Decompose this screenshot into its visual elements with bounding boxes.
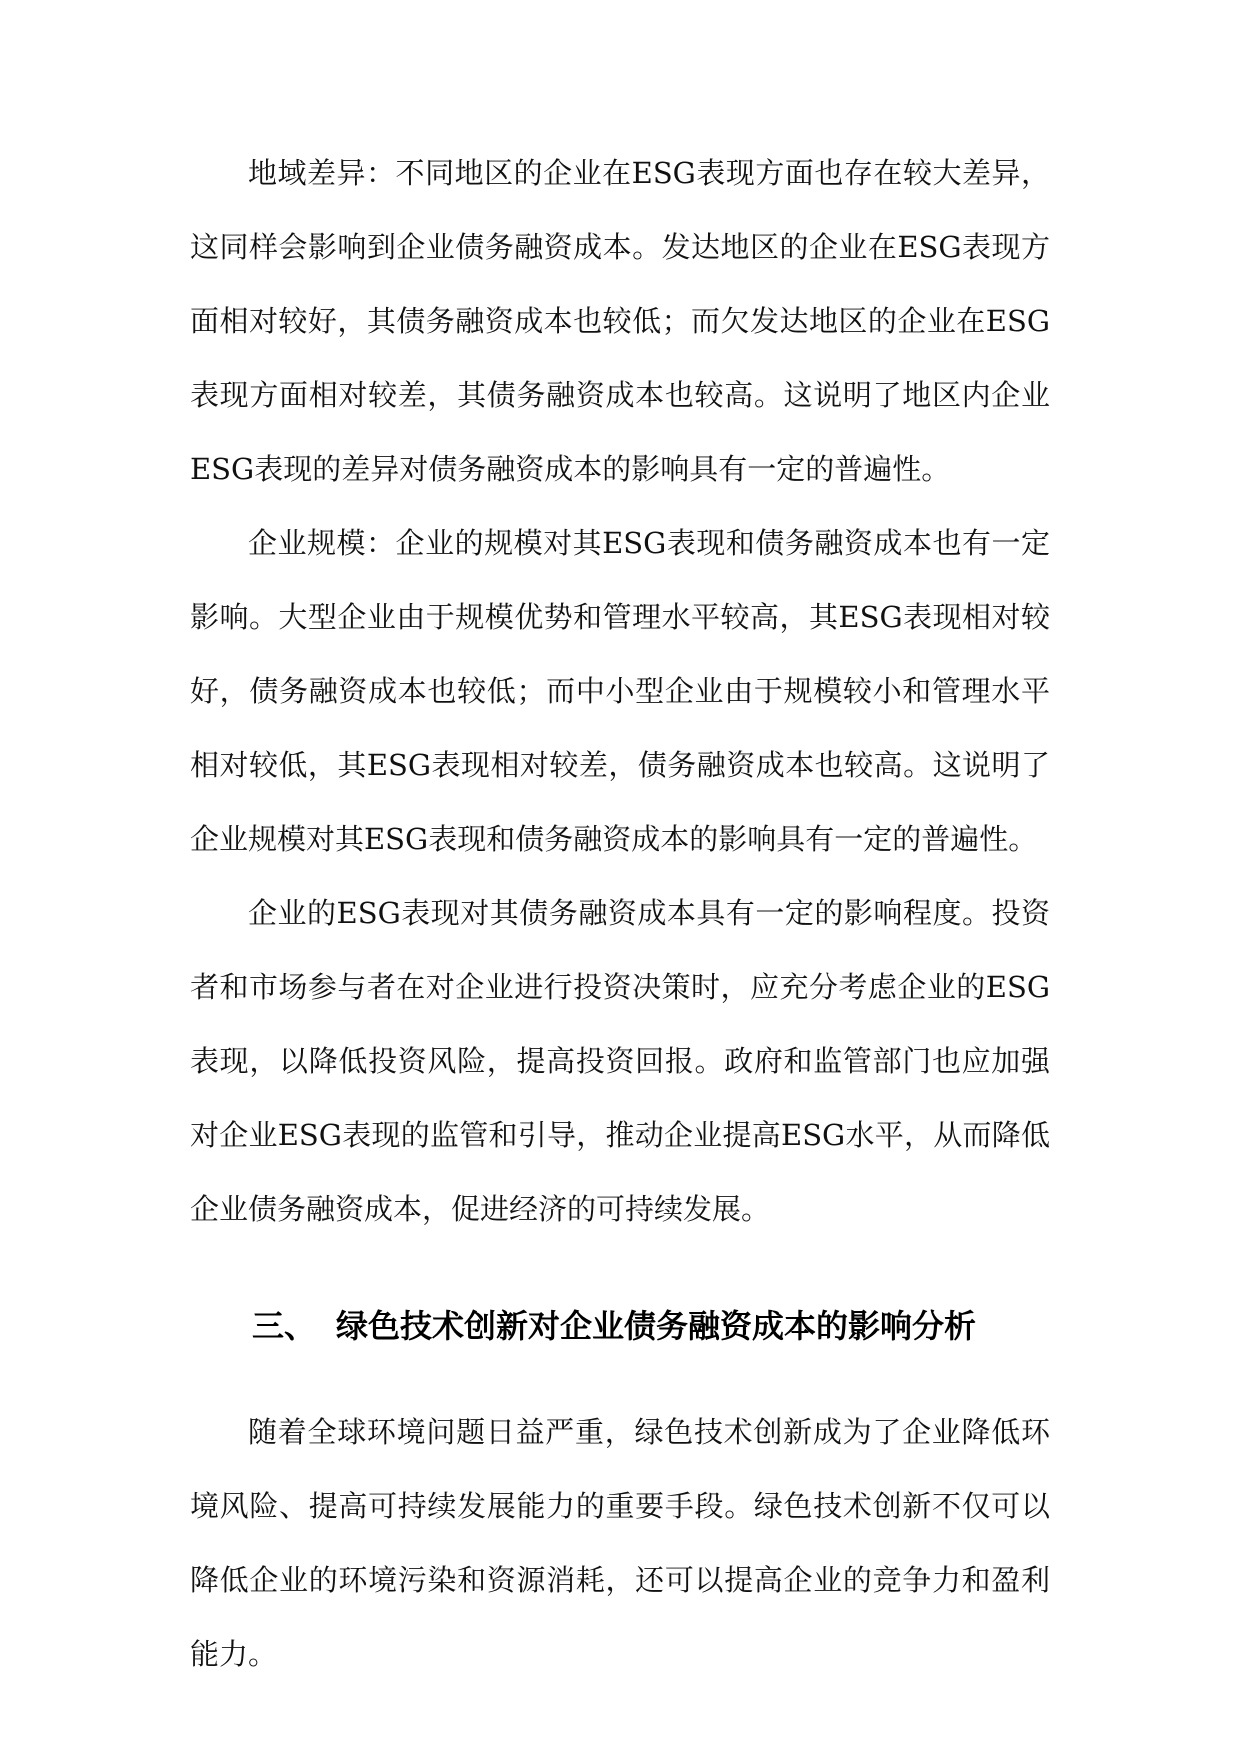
section-heading [252, 1296, 1052, 1356]
section-number: 三、 [252, 1307, 317, 1345]
section-title: 绿色技术创新对企业债务融资成本的影响分析 [336, 1307, 977, 1345]
paragraph-company-size: 企业规模：企业的规模对其ESG表现和债务融资成本也有一定影响。大型企业由于规模优势和管理水平较高，其ESG表现相对较好，债务融资成本也较低；而中小型企业由于规模较小和管理水平相对较低，其ESG表现相对较差，债务融资成本也较高。这说明了企业规模对其ESG表现和债务融资成本的影响具有一定的普遍性。 [190, 526, 1050, 856]
section-body-text [190, 1395, 1050, 1691]
paragraph-esg-impact-conclusion: 企业的ESG表现对其债务融资成本具有一定的影响程度。投资者和市场参与者在对企业进行投资决策时，应充分考虑企业的ESG表现，以降低投资风险，提高投资回报。政府和监管部门也应加强对企业ESG表现的监管和引导，推动企业提高ESG水平，从而降低企业债务融资成本，促进经济的可持续发展。 [190, 896, 1050, 1226]
paragraph-regional-differences: 地域差异：不同地区的企业在ESG表现方面也存在较大差异，这同样会影响到企业债务融资成本。发达地区的企业在ESG表现方面相对较好，其债务融资成本也较低；而欠发达地区的企业在ESG表现方面相对较差，其债务融资成本也较高。这说明了地区内企业ESG表现的差异对债务融资成本的影响具有一定的普遍性。 [190, 156, 1050, 486]
body-text [190, 136, 1050, 1246]
paragraph-green-innovation-intro: 随着全球环境问题日益严重，绿色技术创新成为了企业降低环境风险、提高可持续发展能力的重要手段。绿色技术创新不仅可以降低企业的环境污染和资源消耗，还可以提高企业的竞争力和盈利能力。 [190, 1415, 1050, 1671]
